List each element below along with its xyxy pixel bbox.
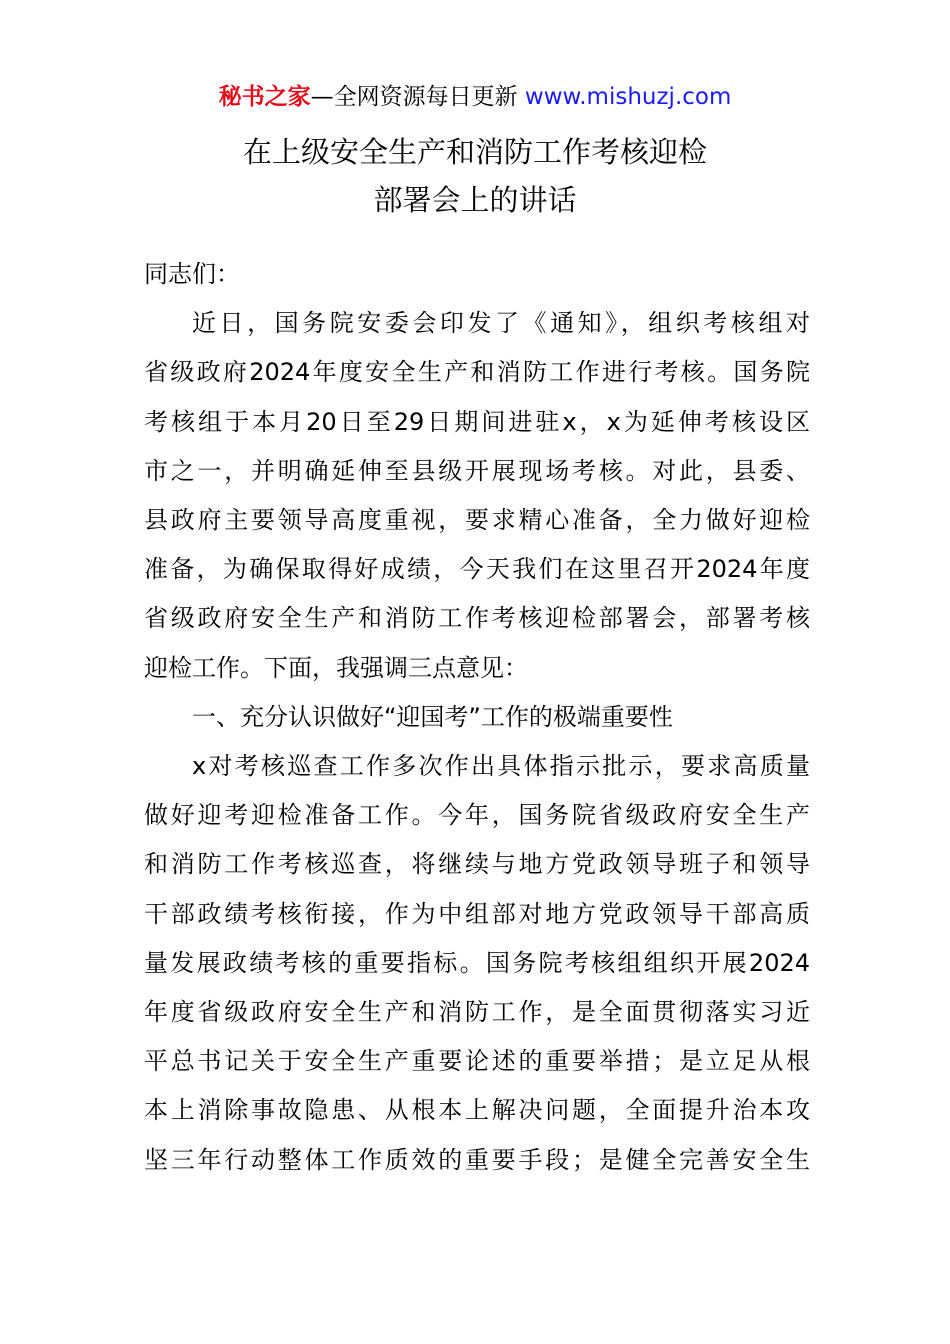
text-line: 平总书记关于安全生产重要论述的重要举措；是立足从根 [144, 1047, 810, 1076]
text-line: 迎检工作。下面，我强调三点意见： [144, 653, 528, 682]
site-tagline: —全网资源每日更新 [310, 84, 525, 110]
site-url-link[interactable]: www.mishuzj.com [524, 84, 732, 110]
text-line: 本上消除事故隐患、从根本上解决问题，全面提升治本攻 [144, 1096, 810, 1125]
salutation: 同志们： [144, 260, 240, 288]
text-line: 年度省级政府安全生产和消防工作，是全面贯彻落实习近 [144, 998, 810, 1027]
text-line: x对考核巡查工作多次作出具体指示批示，要求高质量 [192, 752, 810, 781]
text-line: 省级政府安全生产和消防工作考核迎检部署会，部署考核 [144, 604, 810, 633]
text-line: 省级政府2024年度安全生产和消防工作进行考核。国务院 [144, 358, 810, 387]
text-line: 县政府主要领导高度重视，要求精心准备，全力做好迎检 [144, 506, 810, 535]
text-line: 量发展政绩考核的重要指标。国务院考核组组织开展2024 [144, 948, 810, 977]
text-line: 干部政绩考核衔接，作为中组部对地方党政领导干部高质 [144, 899, 810, 928]
document-body [144, 250, 810, 1185]
title-line-2: 部署会上的讲话 [373, 183, 577, 217]
text-line: 市之一，并明确延伸至县级开展现场考核。对此，县委、 [144, 456, 810, 485]
text-line: 近日，国务院安委会印发了《通知》，组织考核组对 [192, 309, 810, 338]
site-header [0, 82, 950, 112]
text-line: 考核组于本月20日至29日期间进驻x，x为延伸考核设区 [144, 407, 810, 436]
paragraph-section-1 [144, 742, 810, 1185]
text-line: 做好迎考迎检准备工作。今年，国务院省级政府安全生产 [144, 801, 810, 830]
text-line: 和消防工作考核巡查，将继续与地方党政领导班子和领导 [144, 850, 810, 879]
text-line: 准备，为确保取得好成绩，今天我们在这里召开2024年度 [144, 555, 810, 584]
section-heading-1: 一、充分认识做好“迎国考”工作的极端重要性 [192, 702, 673, 731]
document-title [0, 128, 950, 224]
paragraph-intro [144, 299, 810, 693]
site-brand: 秘书之家 [218, 84, 311, 110]
text-line: 坚三年行动整体工作质效的重要手段；是健全完善安全生 [144, 1145, 810, 1174]
title-line-1: 在上级安全生产和消防工作考核迎检 [242, 135, 707, 169]
